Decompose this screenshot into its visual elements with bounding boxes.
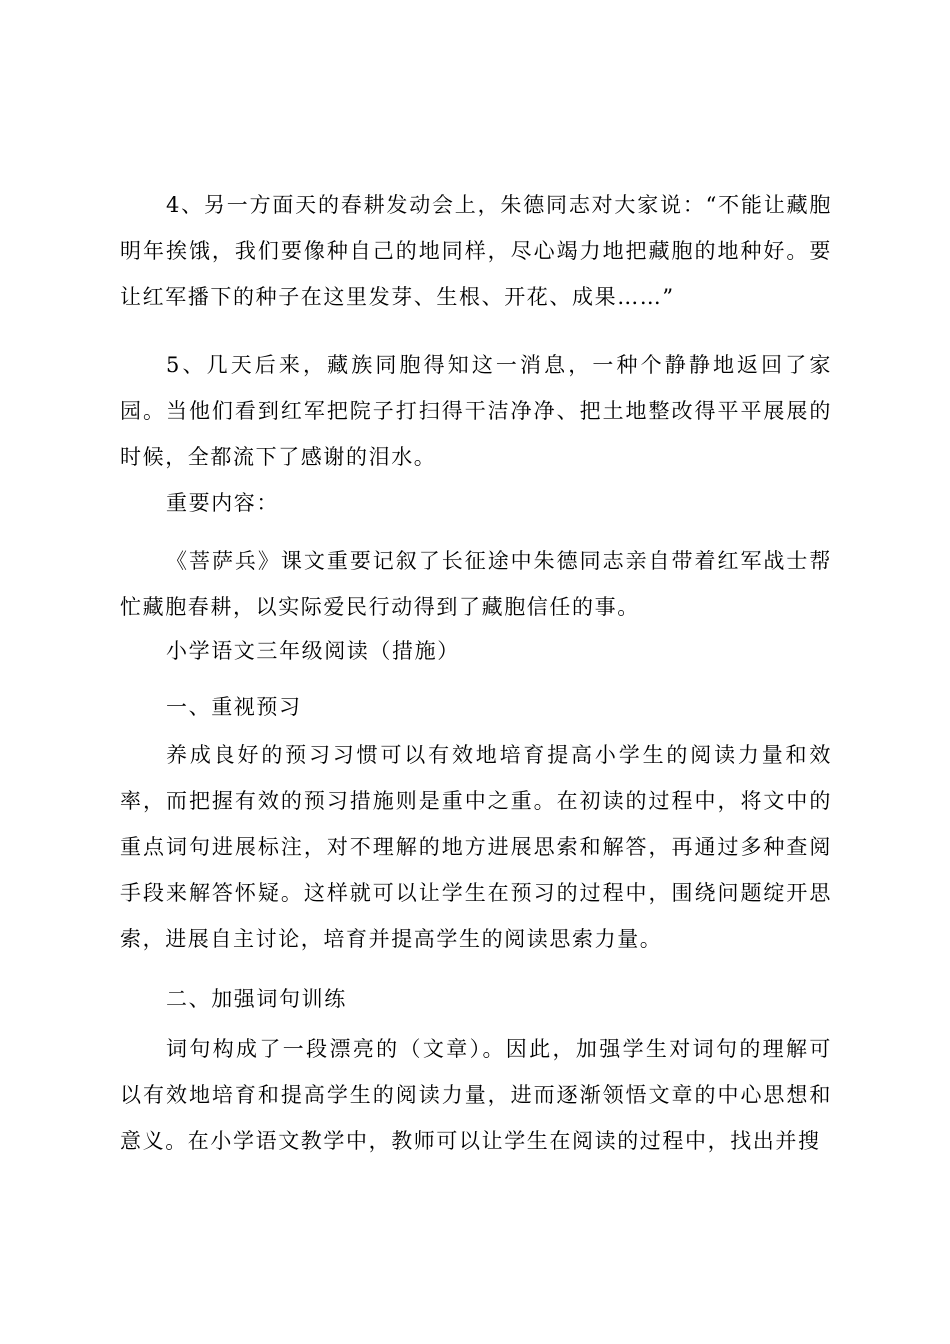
paragraph-tibetans-return: 5、几天后来，藏族同胞得知这一消息，一种个静静地返回了家园。当他们看到红军把院子打扫得干洁净净、把土地整改得平平展展的时候，全都流下了感谢的泪水。 — [120, 353, 832, 469]
paragraph-main-content-heading: 重要内容： — [166, 491, 279, 515]
paragraph-preview: 养成良好的预习习惯可以有效地培育提高小学生的阅读力量和效率，而把握有效的预习措施则是重中之重。在初读的过程中，将文中的重点词句进展标注，对不理解的地方进展思索和解答，再通过多种查阅手段来解答怀疑。这样就可以让学生在预习的过程中，围绕问题绽开思索，进展自主讨论，培育并提高学生的阅读思索力量。 — [120, 743, 832, 951]
paragraph-main-content: 《菩萨兵》课文重要记叙了长征途中朱德同志亲自带着红军战士帮忙藏胞春耕，以实际爱民行动得到了藏胞信任的事。 — [120, 549, 832, 619]
heading-word-training: 二、加强词句训练 — [166, 987, 347, 1011]
paragraph-word-training: 词句构成了一段漂亮的（文章）。因此，加强学生对词句的理解可以有效地培育和提高学生的阅读力量，进而逐渐领悟文章的中心思想和意义。在小学语文教学中，教师可以让学生在阅读的过程中，找出并搜 — [120, 1037, 832, 1153]
paragraph-spring-plowing-speech: 4、另一方面天的春耕发动会上，朱德同志对大家说：“不能让藏胞明年挨饿，我们要像种自己的地同样，尽心竭力地把藏胞的地种好。要让红军播下的种子在这里发芽、生根、开花、成果……” — [120, 193, 832, 309]
heading-preview: 一、重视预习 — [166, 695, 302, 719]
section-title-reading-methods: 小学语文三年级阅读（措施） — [166, 639, 460, 663]
